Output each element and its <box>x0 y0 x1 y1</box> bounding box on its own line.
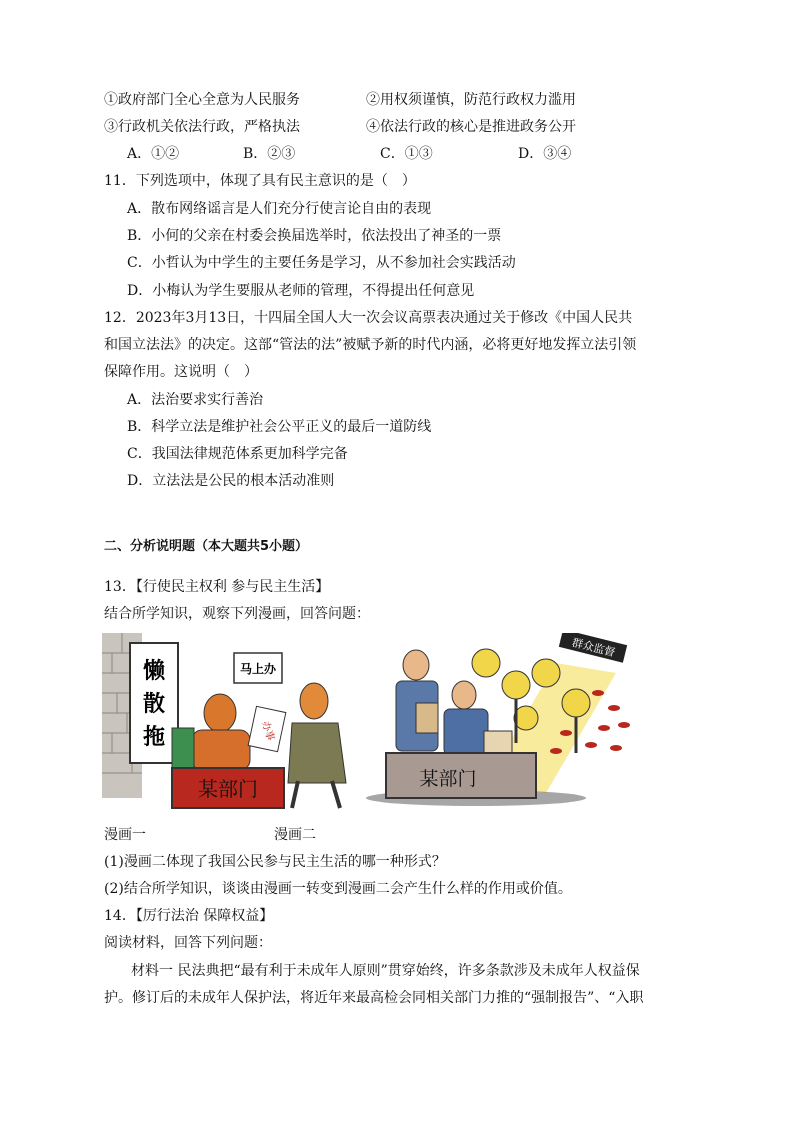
official-right-body <box>444 709 488 755</box>
urgent-board-text: 马上办 <box>239 662 277 676</box>
q12-stem-line2: 和国立法法》的决定。这部“管法的法”被赋予新的时代内涵，必将更好地发挥立法引领 <box>104 337 637 353</box>
q14-material-line2: 护。修订后的未成年人保护法，将近年来最高检会同相关部门力推的“强制报告”、“入职 <box>104 990 644 1006</box>
official-head <box>204 694 236 732</box>
q13-title: 13．【行使民主权利 参与民主生活】 <box>104 579 330 595</box>
q11-option-d: D．小梅认为学生要服从老师的管理，不得提出任何意见 <box>127 283 475 299</box>
official-body <box>192 730 250 770</box>
sign-char-1: 懒 <box>142 659 166 684</box>
q13-sub1: (1)漫画二体现了我国公民参与民主生活的哪一种形式？ <box>104 854 446 870</box>
q14-intro: 阅读材料，回答下列问题： <box>104 935 272 951</box>
desk-one-label: 某部门 <box>198 777 258 801</box>
official-left-head <box>403 650 429 680</box>
q12-stem-line3: 保障作用。这说明（ ） <box>104 364 258 380</box>
official-right-head <box>452 681 476 709</box>
sign-char-3: 拖 <box>142 725 166 750</box>
q10-option-2: ②用权须谨慎，防范行政权力滥用 <box>366 92 576 108</box>
q12-stem-line1: 12．2023年3月13日，十四届全国人大一次会议高票表决通过关于修改《中国人民共 <box>104 310 633 326</box>
q10-choice-c: C．①③ <box>380 146 433 162</box>
q11-option-b: B．小何的父亲在村委会换届选举时，依法投出了神圣的一票 <box>127 228 502 244</box>
chair <box>172 728 194 773</box>
cartoon-one <box>102 633 360 818</box>
q10-option-1: ①政府部门全心全意为人民服务 <box>104 92 300 108</box>
desk-two-label: 某部门 <box>419 768 477 790</box>
q10-choice-d: D．③④ <box>518 146 572 162</box>
q13-intro: 结合所学知识，观察下列漫画，回答问题： <box>104 606 370 622</box>
cartoon-two <box>366 633 644 808</box>
q12-option-a: A．法治要求实行善治 <box>127 392 264 408</box>
q14-material-line1: 材料一 民法典把“最有利于未成年人原则”贯穿始终，许多条款涉及未成年人权益保 <box>131 963 640 979</box>
q11-option-a: A．散布网络谣言是人们充分行使言论自由的表现 <box>127 201 432 217</box>
q11-stem: 11．下列选项中，体现了具有民主意识的是（ ） <box>104 173 416 189</box>
sign-char-2: 散 <box>142 692 166 717</box>
q12-option-c: C．我国法律规范体系更加科学完备 <box>127 446 348 462</box>
q11-option-c: C．小哲认为中学生的主要任务是学习，从不参加社会实践活动 <box>127 255 516 271</box>
section-heading: 二、分析说明题（本大题共5小题） <box>104 539 309 554</box>
q14-title: 14．【厉行法治 保障权益】 <box>104 908 274 924</box>
caption-two: 漫画二 <box>274 827 316 843</box>
paper-text: 办事 <box>259 719 276 743</box>
supervision-banner-text: 群众监督 <box>570 636 617 660</box>
q10-choice-b: B．②③ <box>243 146 296 162</box>
q13-sub2: (2)结合所学知识，谈谈由漫画一转变到漫画二会产生什么样的作用或价值。 <box>104 881 572 897</box>
q12-option-b: B．科学立法是维护社会公平正义的最后一道防线 <box>127 419 432 435</box>
citizen-body <box>288 723 346 783</box>
q10-option-4: ④依法行政的核心是推进政务公开 <box>366 119 576 135</box>
caption-one: 漫画一 <box>104 827 146 843</box>
q10-choice-a: A．①② <box>127 146 180 162</box>
q10-option-3: ③行政机关依法行政，严格执法 <box>104 119 300 135</box>
citizen-head <box>300 683 328 719</box>
documents <box>484 731 512 753</box>
citizen-legs <box>292 781 340 808</box>
folder <box>416 703 438 733</box>
q12-option-d: D．立法法是公民的根本活动准则 <box>127 473 335 489</box>
